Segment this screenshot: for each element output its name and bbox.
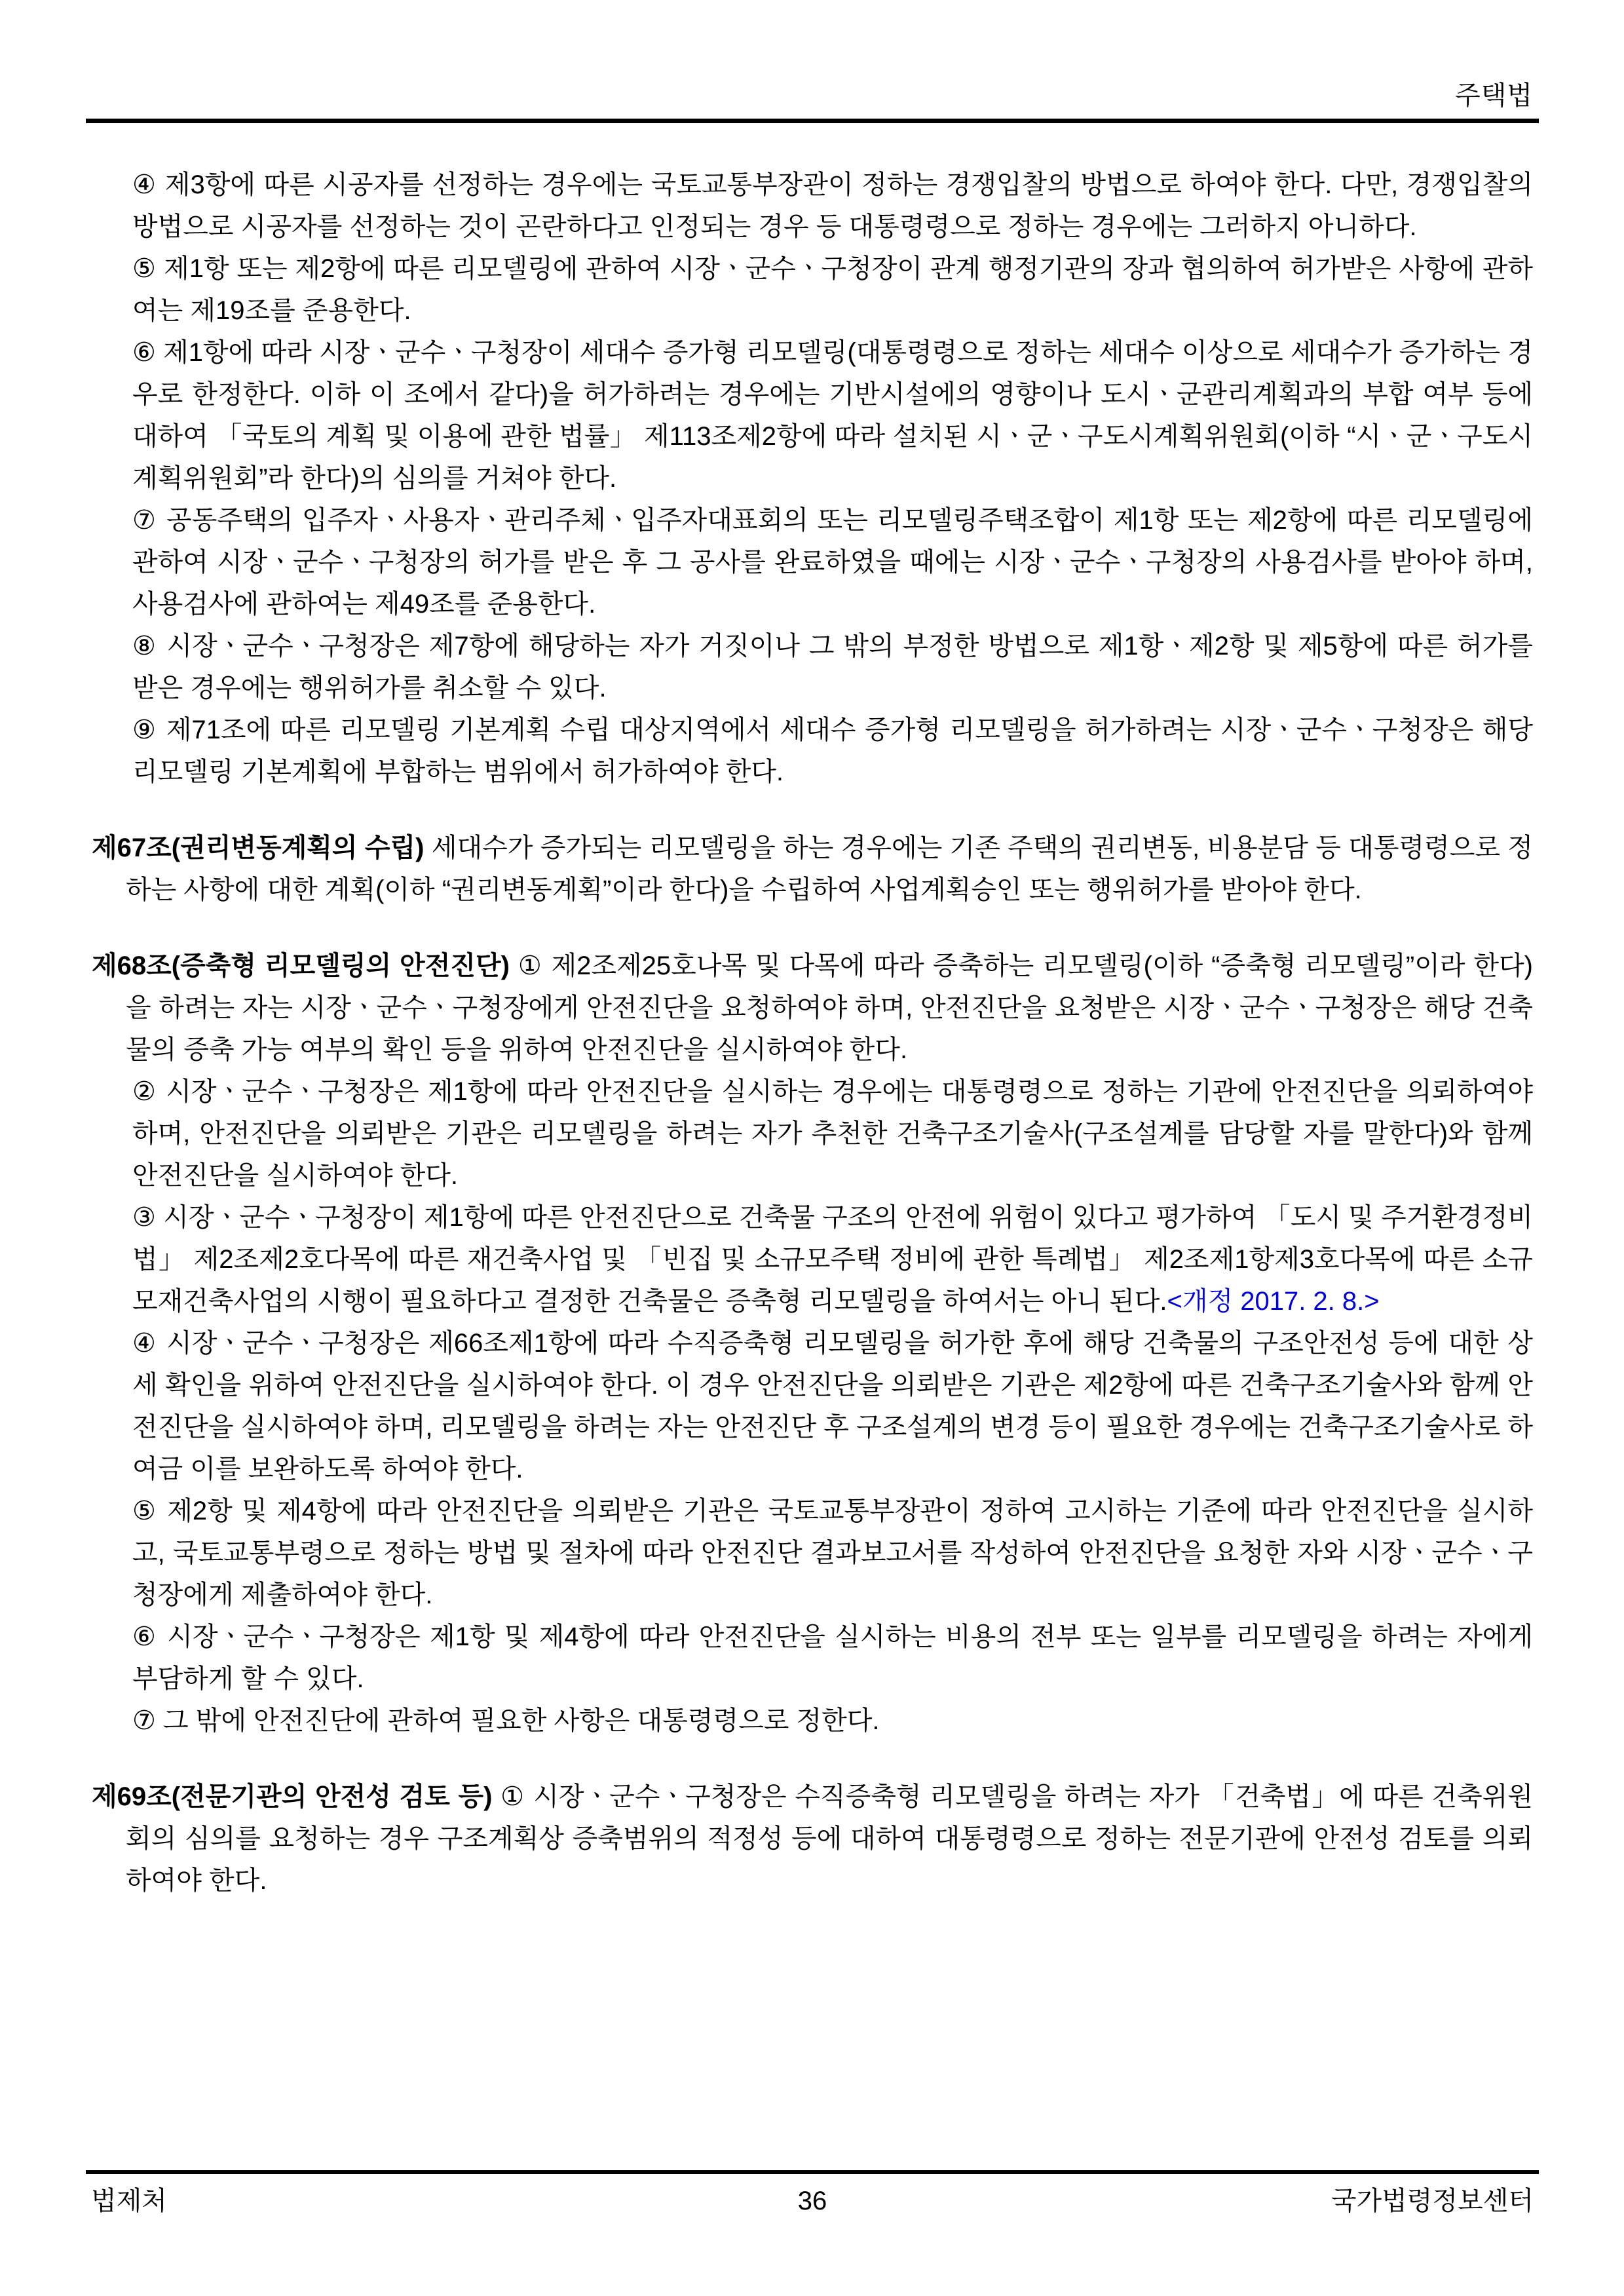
law-text-segment: ① 시장ㆍ군수ㆍ구청장은 수직증축형 리모델링을 하려는 자가 「건축법」에 따른 건축위원회의 심의를 요청하는 경우 구조계획상 증축범위의 적정성 등에 대하여 대통령령으로 정하는 전문기관에 안전성 검토를 의뢰하여야 한다. [126,1782,1533,1895]
law-text-segment: 세대수가 증가되는 리모델링을 하는 경우에는 기존 주택의 권리변동, 비용분담 등 대통령령으로 정하는 사항에 대한 계획(이하 “권리변동계획”이라 한다)을 수립하여 사업계획승인 또는 행위허가를 받아야 한다. [126,833,1533,904]
law-text-segment: ① 제2조제25호나목 및 다목에 따라 증축하는 리모델링(이하 “증축형 리모델링”이라 한다)을 하려는 자는 시장ㆍ군수ㆍ구청장에게 안전진단을 요청하여야 하며, 안전진단을 요청받은 시장ㆍ군수ㆍ구청장은 해당 건축물의 증축 가능 여부의 확인 등을 위하여 안전진단을 실시하여야 한다. [126,951,1533,1064]
law-clause [132,164,1533,248]
law-text-segment: ⑥ 시장ㆍ군수ㆍ구청장은 제1항 및 제4항에 따라 안전진단을 실시하는 비용의 전부 또는 일부를 리모델링을 하려는 자에게 부담하게 할 수 있다. [132,1622,1533,1693]
law-article [92,827,1533,911]
law-text-segment: ⑦ 그 밖에 안전진단에 관하여 필요한 사항은 대통령령으로 정한다. [132,1706,880,1735]
law-text-segment: ⑧ 시장ㆍ군수ㆍ구청장은 제7항에 해당하는 자가 거짓이나 그 밖의 부정한 방법으로 제1항ㆍ제2항 및 제5항에 따른 허가를 받은 경우에는 행위허가를 취소할 수 있다. [132,632,1533,702]
law-text-segment: ⑤ 제2항 및 제4항에 따라 안전진단을 의뢰받은 기관은 국토교통부장관이 정하여 고시하는 기준에 따라 안전진단을 실시하고, 국토교통부령으로 정하는 방법 및 절차에 따라 안전진단 결과보고서를 작성하여 안전진단을 요청한 자와 시장ㆍ군수ㆍ구청장에게 제출하여야 한다. [132,1497,1533,1609]
law-text-segment: ③ 시장ㆍ군수ㆍ구청장이 제1항에 따른 안전진단으로 건축물 구조의 안전에 위험이 있다고 평가하여 「도시 및 주거환경정비법」 제2조제2호다목에 따른 재건축사업 및 「빈집 및 소규모주택 정비에 관한 특례법」 제2조제1항제3호다목에 따른 소규모재건축사업의 시행이 필요하다고 결정한 건축물은 증축형 리모델링을 하여서는 아니 된다. [132,1203,1533,1316]
law-clause [132,625,1533,709]
law-text-segment: ④ 시장ㆍ군수ㆍ구청장은 제66조제1항에 따라 수직증축형 리모델링을 허가한 후에 해당 건축물의 구조안전성 등에 대한 상세 확인을 위하여 안전진단을 실시하여야 한다. 이 경우 안전진단을 의뢰받은 기관은 제2항에 따른 건축구조기술사와 함께 안전진단을 실시하여야 하며, 리모델링을 하려는 자는 안전진단 후 구조설계의 변경 등이 필요한 경우에는 건축구조기술사로 하여금 이를 보완하도록 하여야 한다. [132,1329,1533,1483]
article-heading: 제68조(증축형 리모델링의 안전진단) [92,951,510,980]
law-clause [132,1322,1533,1490]
law-clause [132,1071,1533,1196]
law-clause [132,1700,1533,1742]
law-clause [132,332,1533,499]
law-clause [132,248,1533,332]
document-title: 주택법 [1455,81,1533,110]
law-clause [132,1196,1533,1322]
law-clause [132,499,1533,625]
law-article [92,945,1533,1071]
footer-divider [86,2170,1539,2174]
article-heading: 제67조(권리변동계획의 수립) [92,833,425,862]
law-text [92,164,1533,1902]
law-article [92,1776,1533,1902]
law-text-segment: ② 시장ㆍ군수ㆍ구청장은 제1항에 따라 안전진단을 실시하는 경우에는 대통령령으로 정하는 기관에 안전진단을 의뢰하여야 하며, 안전진단을 의뢰받은 기관은 리모델링을 하려는 자가 추천한 건축구조기술사(구조설계를 담당할 자를 말한다)와 함께 안전진단을 실시하여야 한다. [132,1077,1533,1190]
article-heading: 제69조(전문기관의 안전성 검토 등) [92,1782,493,1811]
law-text-segment: ④ 제3항에 따른 시공자를 선정하는 경우에는 국토교통부장관이 정하는 경쟁입찰의 방법으로 하여야 한다. 다만, 경쟁입찰의 방법으로 시공자를 선정하는 것이 곤란하다고 인정되는 경우 등 대통령령으로 정하는 경우에는 그러하지 아니하다. [132,170,1533,241]
law-clause [132,1616,1533,1700]
footer-source: 국가법령정보센터 [1331,2187,1534,2215]
amendment-note: <개정 2017. 2. 8.> [1167,1287,1380,1316]
law-text-segment: ⑤ 제1항 또는 제2항에 따른 리모델링에 관하여 시장ㆍ군수ㆍ구청장이 관계 행정기관의 장과 협의하여 허가받은 사항에 관하여는 제19조를 준용한다. [132,254,1533,325]
law-text-segment: ⑦ 공동주택의 입주자ㆍ사용자ㆍ관리주체ㆍ입주자대표회의 또는 리모델링주택조합이 제1항 또는 제2항에 따른 리모델링에 관하여 시장ㆍ군수ㆍ구청장의 허가를 받은 후 그 공사를 완료하였을 때에는 시장ㆍ군수ㆍ구청장의 사용검사를 받아야 하며, 사용검사에 관하여는 제49조를 준용한다. [132,506,1533,619]
page-number: 36 [797,2187,827,2215]
footer-publisher: 법제처 [91,2187,167,2215]
law-clause [132,709,1533,793]
page-footer [91,2186,1534,2216]
law-text-segment: ⑨ 제71조에 따른 리모델링 기본계획 수립 대상지역에서 세대수 증가형 리모델링을 허가하려는 시장ㆍ군수ㆍ구청장은 해당 리모델링 기본계획에 부합하는 범위에서 허가하여야 한다. [132,716,1533,786]
law-text-segment: ⑥ 제1항에 따라 시장ㆍ군수ㆍ구청장이 세대수 증가형 리모델링(대통령령으로 정하는 세대수 이상으로 세대수가 증가하는 경우로 한정한다. 이하 이 조에서 같다)을 허가하려는 경우에는 기반시설에의 영향이나 도시ㆍ군관리계획과의 부합 여부 등에 대하여 「국토의 계획 및 이용에 관한 법률」 제113조제2항에 따라 설치된 시ㆍ군ㆍ구도시계획위원회(이하 “시ㆍ군ㆍ구도시계획위원회”라 한다)의 심의를 거쳐야 한다. [132,338,1533,493]
header-divider [86,119,1539,123]
law-clause [132,1490,1533,1616]
